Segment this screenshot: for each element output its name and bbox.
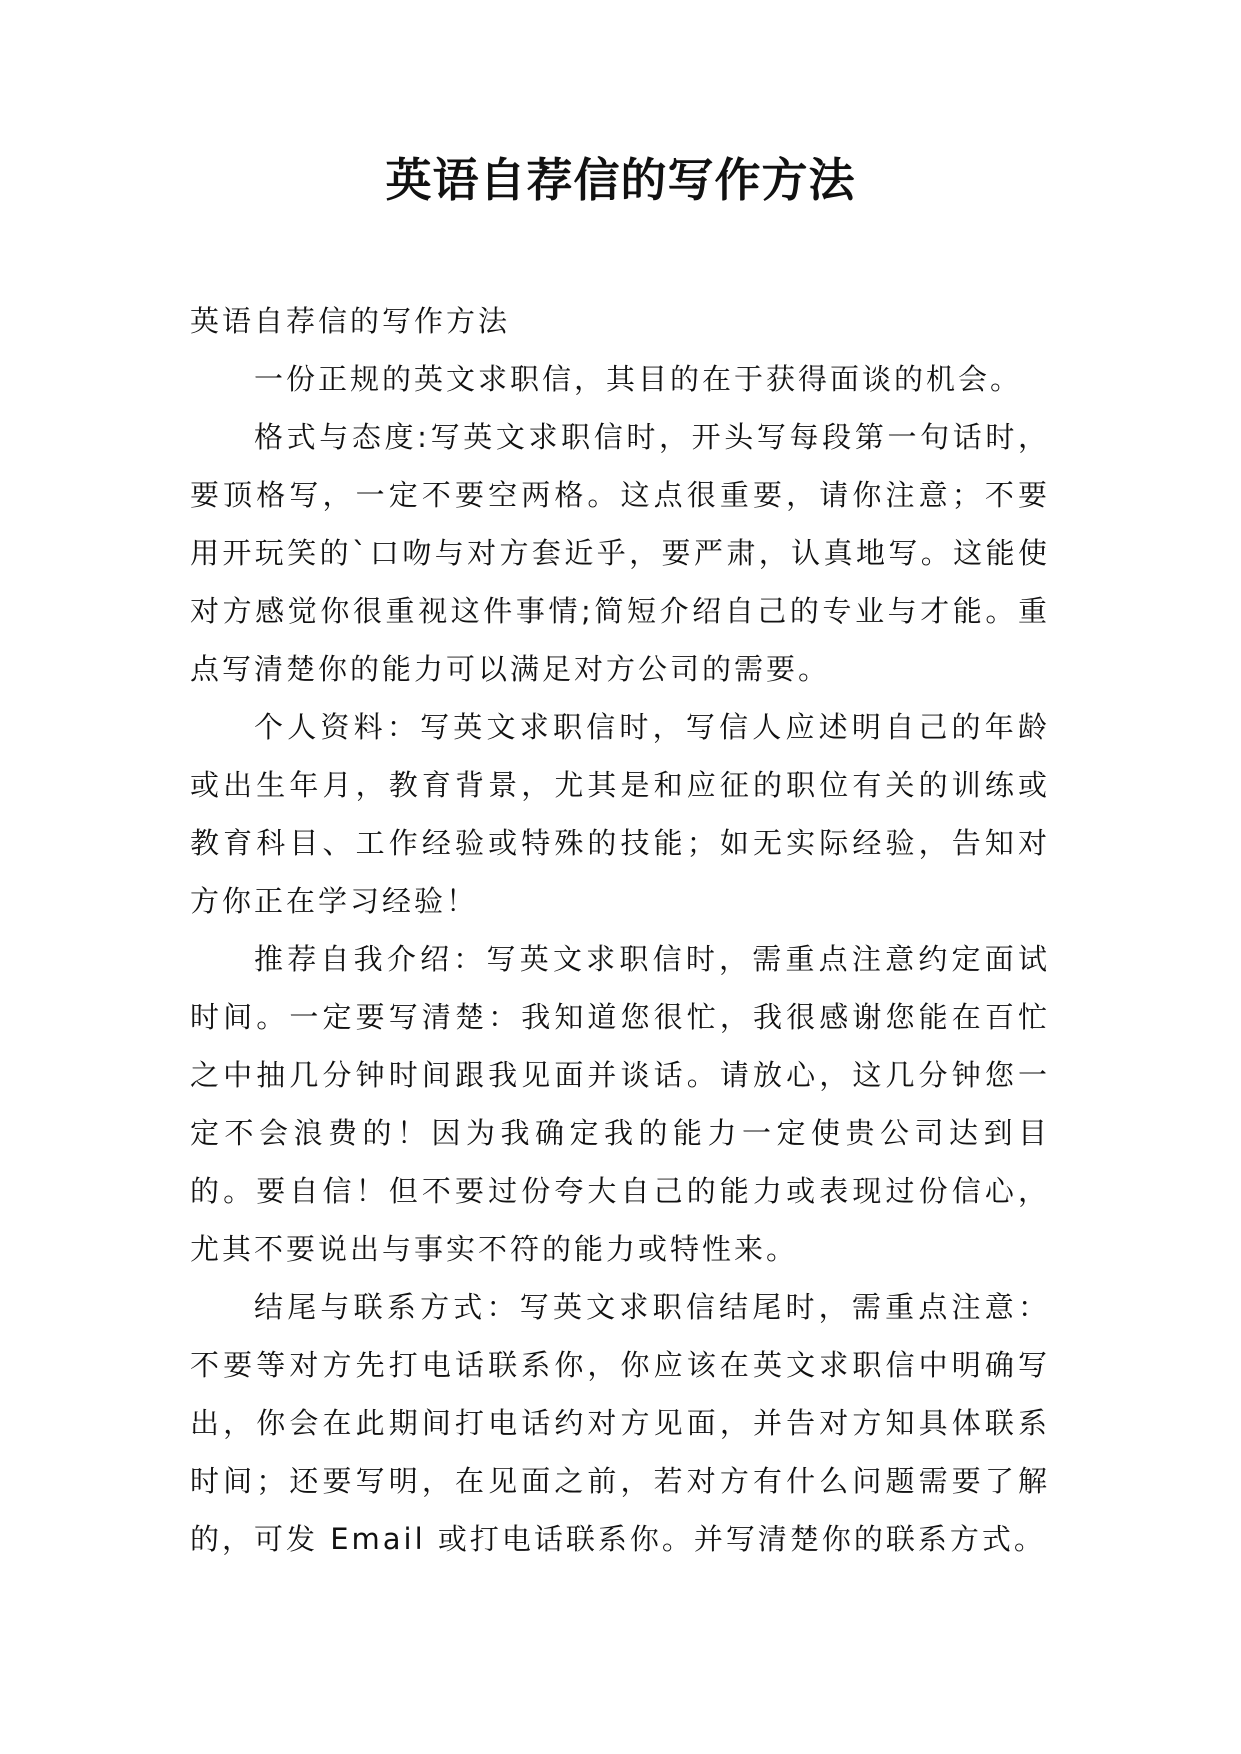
paragraph-intro: 一份正规的英文求职信，其目的在于获得面谈的机会。 (254, 362, 1023, 396)
paragraph-personal-info: 个人资料：写英文求职信时，写信人应述明自己的年龄或出生年月，教育背景，尤其是和应征的职位有关的训练或教育科目、工作经验或特殊的技能；如无实际经验，告知对方你正在学习经验！ (190, 710, 1050, 918)
paragraph-closing-contact: 结尾与联系方式：写英文求职信结尾时，需重点注意：不要等对方先打电话联系你，你应该在英文求职信中明确写出，你会在此期间打电话约对方见面，并告对方知具体联系时间；还要写明，在见面之前，若对方有什么问题需要了解的，可发 Email 或打电话联系你。并写清楚你的联系方式。 (190, 1290, 1050, 1556)
document-title: 英语自荐信的写作方法 (385, 153, 856, 207)
paragraph-format-attitude: 格式与态度:写英文求职信时，开头写每段第一句话时，要顶格写，一定不要空两格。这点很重要，请你注意；不要用开玩笑的`口吻与对方套近乎，要严肃，认真地写。这能使对方感觉你很重视这件事情;简短介绍自己的专业与才能。重点写清楚你的能力可以满足对方公司的需要。 (190, 420, 1050, 686)
body-heading: 英语自荐信的写作方法 (190, 304, 511, 338)
document-body (190, 292, 1050, 1568)
paragraph-self-introduction: 推荐自我介绍：写英文求职信时，需重点注意约定面试时间。一定要写清楚：我知道您很忙，我很感谢您能在百忙之中抽几分钟时间跟我见面并谈话。请放心，这几分钟您一定不会浪费的！因为我确定我的能力一定使贵公司达到目的。要自信！但不要过份夸大自己的能力或表现过份信心，尤其不要说出与事实不符的能力或特性来。 (190, 942, 1050, 1266)
